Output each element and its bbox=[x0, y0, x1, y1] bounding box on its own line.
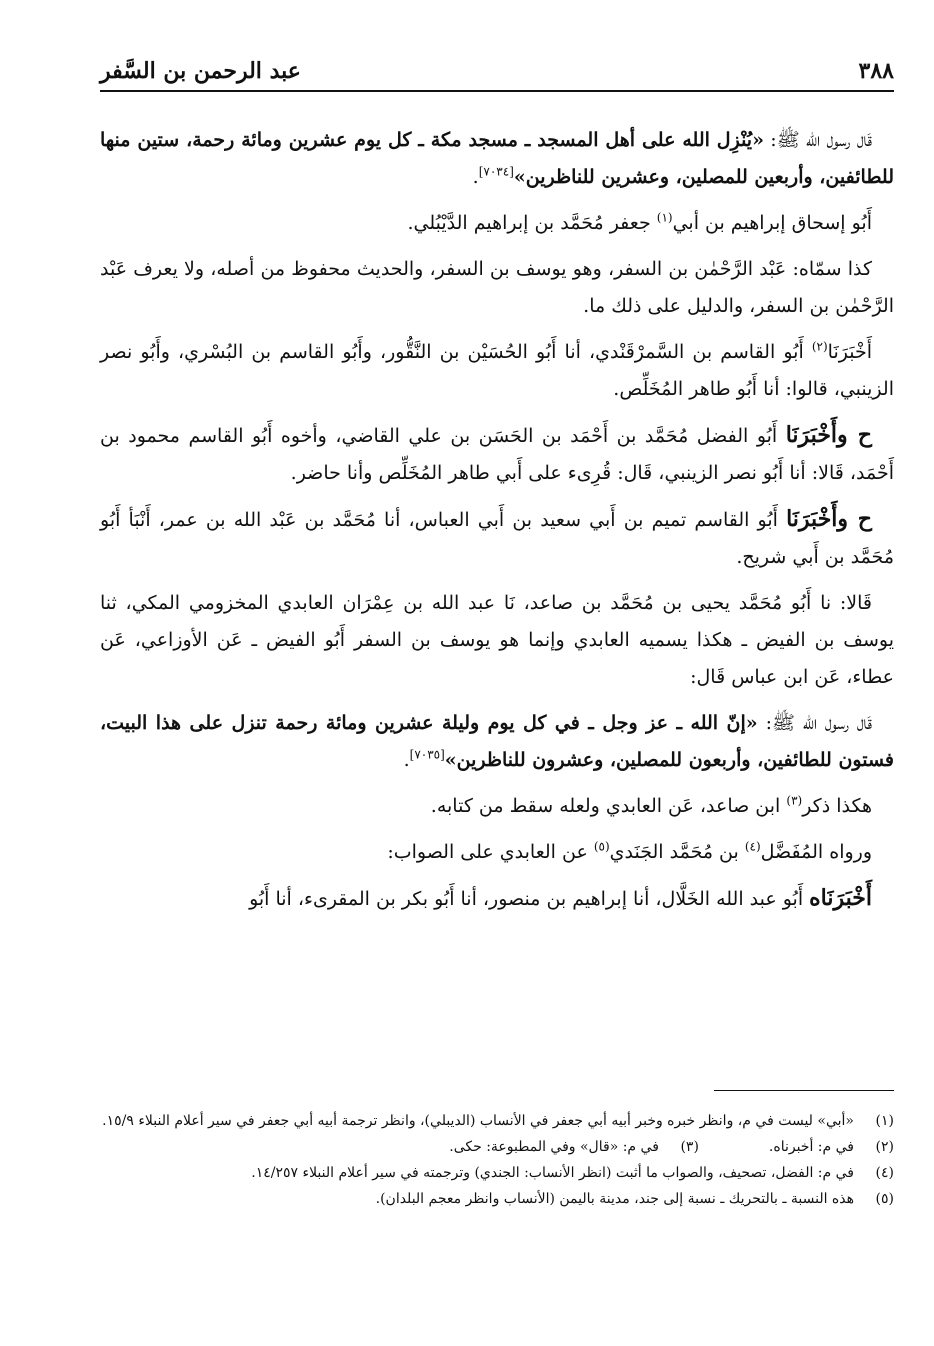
paragraph-7: قَالا: نا أَبُو مُحَمَّد يحيى بن مُحَمَّد بن صاعد، نَا عبد الله بن عِمْرَان العابدي المخزومي المكي، ثنا يوسف بن الفيض ـ هكذا يسميه العابدي وإنما هو يوسف بن السفر أَبُو الفيض ـ عَن الأوزاعي، عَن عطاء، عَن ابن عباس قَال: bbox=[100, 592, 894, 688]
paragraph-1: قَال رسول الله ﷺ: «يُنْزِل الله على أهل المسجد ـ مسجد مكة ـ كل يوم عشرين ومائة رحمة، ستين منها للطائفين، وأربعين للمصلين، وعشرين للناظرين»[٧٠٣٤]. bbox=[100, 129, 894, 188]
footnote-divider bbox=[714, 1090, 894, 1091]
footnote-number: (٣) bbox=[680, 1139, 699, 1155]
footnotes-2-3 bbox=[100, 1134, 894, 1160]
text-run: أَبُو القاسم تميم بن أَبي سعيد بن أَبي العباس، أنا مُحَمَّد بن عَبْد الله بن عمر، أَنْبَأ أَبُو مُحَمَّد بن أَبي شريح. bbox=[100, 509, 894, 568]
footnote-text: هذه النسبة ـ بالتحريك ـ نسبة إلى جند، مدينة باليمن (الأنساب وانظر معجم البلدان). bbox=[375, 1191, 854, 1207]
footnote-number: (٥) bbox=[875, 1191, 894, 1207]
footnote-ref: (٤) bbox=[744, 839, 761, 854]
text-run: أَبُو الفضل مُحَمَّد بن أَحْمَد بن الحَسَن بن علي القاضي، وأخوه أَبُو القاسم محمود بن أَحْمَد، قَالا: أنا أَبُو نصر الزينبي، قَال: قُرِىء على أَبي طاهر المُخَلِّص وأنا حاضر. bbox=[100, 425, 894, 484]
footnote-ref: (١) bbox=[656, 210, 673, 225]
main-text bbox=[100, 122, 894, 927]
paragraph-6 bbox=[100, 501, 894, 576]
hadith-quote: «إنّ الله ـ عز وجل ـ في كل يوم وليلة عشرين ومائة رحمة تنزل على هذا البيت، فستون للطائفين، وأربعون للمصلين، وعشرون للناظرين» bbox=[100, 712, 894, 771]
footnotes bbox=[100, 1108, 894, 1212]
text-run: أَبُو القاسم بن السَّمرْقَنْدي، أنا أَبُو الحُسَيْن بن النَّقُّور، وأَبُو القاسم بن البُسْري، وأَبُو نصر الزينبي، قالوا: أنا أَبُو طاهر المُخَلِّص. bbox=[100, 341, 894, 400]
paragraph-3: كذا سمّاه: عَبْد الرَّحْمٰن بن السفر، وهو يوسف بن السفر، والحديث محفوظ من أصله، ولا يعرف عَبْد الرَّحْمٰن بن السفر، والدليل على ذلك ما. bbox=[100, 258, 894, 317]
text-run: بن مُحَمَّد الجَنَدي bbox=[609, 841, 745, 863]
footnote-1 bbox=[100, 1108, 894, 1134]
text-run: أَبُو إسحاق إبراهيم بن أبي bbox=[672, 212, 872, 234]
text-run: ابن صاعد، عَن العابدي ولعله سقط من كتابه. bbox=[430, 795, 787, 817]
footnote-number: (١) bbox=[875, 1113, 894, 1129]
text-run: قَال رسول الله ﷺ: bbox=[763, 129, 873, 151]
paragraph-5 bbox=[100, 417, 894, 492]
paragraph-9 bbox=[100, 788, 894, 825]
paragraph-8: قَال رسول الله ﷺ: «إنّ الله ـ عز وجل ـ في كل يوم وليلة عشرين ومائة رحمة تنزل على هذا البيت، فستون للطائفين، وأربعون للمصلين، وعشرون للناظرين»[٧٠٣٥]. bbox=[100, 712, 894, 771]
text-run: قَال رسول الله ﷺ: bbox=[757, 712, 873, 734]
text-run: أَخْبَرَنَا bbox=[827, 341, 872, 363]
footnote-4 bbox=[100, 1160, 894, 1186]
paragraph-2 bbox=[100, 205, 894, 242]
footnote-text: في م: أخبرناه. bbox=[768, 1139, 854, 1155]
page-number: ٣٨٨ bbox=[858, 58, 894, 84]
text-run: أَبُو عبد الله الخَلَّال، أنا إبراهيم بن منصور، أنا أَبُو بكر بن المقرىء، أنا أَبُو bbox=[249, 888, 810, 910]
footnote-2 bbox=[769, 1134, 894, 1160]
footnote-text: في م: الفضل، تصحيف، والصواب ما أثبت (انظر الأنساب: الجندي) وترجمته في سير أعلام النبلاء ١٤/٢٥٧. bbox=[251, 1165, 854, 1181]
footnote-5 bbox=[100, 1186, 894, 1212]
footnote-3 bbox=[449, 1134, 699, 1160]
text-run: عن العابدي على الصواب: bbox=[387, 841, 594, 863]
footnote-ref: (٢) bbox=[811, 339, 828, 354]
footnote-number: (٢) bbox=[875, 1139, 894, 1155]
footnote-ref: (٥) bbox=[593, 839, 610, 854]
paragraph-4 bbox=[100, 334, 894, 408]
hadith-quote: «يُنْزِل الله على أهل المسجد ـ مسجد مكة ـ كل يوم عشرين ومائة رحمة، ستين منها للطائفين، وأربعين للمصلين، وعشرين للناظرين» bbox=[100, 129, 894, 188]
paragraph-10 bbox=[100, 834, 894, 871]
footnote-number: (٤) bbox=[875, 1165, 894, 1181]
isnad-marker: ح وأَخْبَرَنَا bbox=[786, 506, 872, 532]
hadith-ref: [٧٠٣٤] bbox=[478, 164, 514, 179]
paragraph-11 bbox=[100, 880, 894, 918]
footnote-text: «أبي» ليست في م، وانظر خبره وخبر أبيه أبي جعفر في الأنساب (الديبلي)، وانظر ترجمة أبيه أبي جعفر في سير أعلام النبلاء ١٥/٩. bbox=[102, 1113, 854, 1129]
footnote-text: في م: «قال» وفي المطبوعة: حكى. bbox=[449, 1139, 659, 1155]
text-run: ورواه المُفَضَّل bbox=[760, 841, 872, 863]
text-run: جعفر مُحَمَّد بن إبراهيم الدَّيْبُلي. bbox=[407, 212, 657, 234]
page-header bbox=[100, 52, 894, 92]
isnad-marker: أَخْبَرَنَاه bbox=[809, 885, 872, 911]
hadith-ref: [٧٠٣٥] bbox=[409, 747, 445, 762]
isnad-marker: ح وأَخْبَرَنَا bbox=[785, 422, 872, 448]
text-run: هكذا ذكر bbox=[802, 795, 872, 817]
running-title: عبد الرحمن بن السَّفر bbox=[100, 58, 301, 84]
footnote-ref: (٣) bbox=[786, 793, 803, 808]
